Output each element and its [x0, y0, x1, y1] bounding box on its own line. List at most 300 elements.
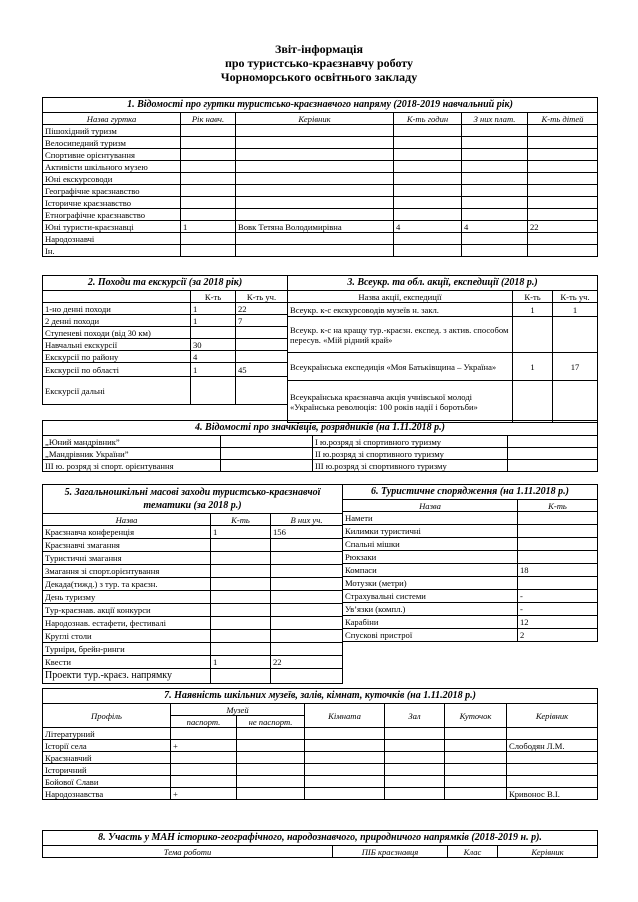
club-row-cell: Велосипедний туризм — [43, 137, 181, 149]
col-trip-name — [43, 291, 191, 303]
event-row — [43, 591, 343, 604]
museum-row-cell: Слободян Л.М. — [507, 740, 598, 752]
club-row-cell — [181, 233, 236, 245]
club-row — [43, 245, 598, 257]
museum-row — [43, 776, 598, 788]
action-row-cell: Всеукраїнська експедиція «Моя Батьківщина – Україна» — [288, 353, 513, 381]
club-row — [43, 137, 598, 149]
badge-row-cell — [221, 448, 313, 460]
event-row-cell — [271, 552, 343, 565]
action-row-cell — [553, 317, 598, 353]
museum-row-cell — [507, 728, 598, 740]
club-row-cell: Спортивне орієнтування — [43, 149, 181, 161]
museum-row-cell — [171, 764, 237, 776]
action-row-cell: Всеукраїнська краєзнавча акція учнівської молоді «Українська революція: 100 років надії і боротьби» — [288, 381, 513, 423]
col-hall: Зал — [385, 704, 445, 728]
action-row-cell — [553, 381, 598, 423]
event-row-cell: День туризму — [43, 591, 211, 604]
museum-row-cell: + — [171, 788, 237, 800]
section-4-title: 4. Відомості про значківців, розрядників (на 1.11.2018 р.) — [43, 421, 598, 436]
event-row-cell: Турніри, брейн-ринги — [43, 643, 211, 656]
event-row-cell — [271, 643, 343, 656]
badge-row-cell — [221, 460, 313, 472]
club-row-cell — [236, 173, 394, 185]
trip-row — [43, 377, 288, 405]
action-row-cell: Всеукр. к-с на кращу тур.-краєзн. експед. з актив. способом пересув. «Мій рідний край» — [288, 317, 513, 353]
club-row — [43, 173, 598, 185]
museum-row-cell — [507, 764, 598, 776]
museum-row-cell — [445, 788, 507, 800]
badge-row-cell — [508, 448, 598, 460]
museum-row-cell — [385, 776, 445, 788]
club-row-cell — [181, 209, 236, 221]
museum-row — [43, 788, 598, 800]
trip-row-cell: Екскурсії дальні — [43, 377, 191, 405]
museum-row-cell — [237, 776, 305, 788]
col-club-name: Назва гуртка — [43, 113, 181, 125]
club-row-cell — [528, 245, 598, 257]
report-subtitle: про туристсько-краєзнавчу роботу — [224, 56, 414, 70]
club-row-cell: 1 — [181, 221, 236, 233]
trip-row-cell: 2 денні походи — [43, 315, 191, 327]
event-row-cell — [211, 643, 271, 656]
equipment-row — [343, 525, 598, 538]
museum-row-cell — [385, 728, 445, 740]
club-row-cell — [528, 161, 598, 173]
club-row-cell — [236, 197, 394, 209]
equipment-row — [343, 603, 598, 616]
equipment-row-cell — [518, 512, 598, 525]
club-row — [43, 197, 598, 209]
museum-row-cell — [507, 776, 598, 788]
club-row-cell: Активісти шкільного музею — [43, 161, 181, 173]
club-row — [43, 161, 598, 173]
badge-row — [43, 460, 598, 472]
equipment-row — [343, 512, 598, 525]
club-row-cell: Етнографічне краєзнавство — [43, 209, 181, 221]
equipment-row-cell: Килимки туристичні — [343, 525, 518, 538]
event-row-cell: 156 — [271, 526, 343, 539]
club-row-cell: 4 — [462, 221, 528, 233]
club-row-cell — [394, 137, 462, 149]
museum-row-cell: Кривонос В.І. — [507, 788, 598, 800]
col-children: К-ть дітей — [528, 113, 598, 125]
club-row-cell — [528, 197, 598, 209]
col-study-year: Рік навч. — [181, 113, 236, 125]
event-row-cell — [211, 669, 271, 684]
museum-row-cell — [507, 752, 598, 764]
col-hours: К-ть годин — [394, 113, 462, 125]
club-row-cell — [394, 125, 462, 137]
club-row-cell — [181, 173, 236, 185]
col-room: Кімната — [305, 704, 385, 728]
badge-row-cell: ІІІ ю. розряд зі спорт. орієнтування — [43, 460, 221, 472]
club-row-cell — [462, 161, 528, 173]
col-leader: Керівник — [236, 113, 394, 125]
clubs-table — [42, 97, 598, 257]
club-row-cell — [181, 125, 236, 137]
col-supervisor: Керівник — [498, 846, 598, 858]
event-row-cell: Змагання зі спорт.орієнтування — [43, 565, 211, 578]
club-row-cell: Вовк Тетяна Володимирівна — [236, 221, 394, 233]
man-table — [42, 830, 598, 858]
section-1-title: 1. Відомості про гуртки туристсько-краєзнавчого напряму (2018-2019 навчальний рік) — [43, 98, 598, 113]
club-row-cell — [528, 233, 598, 245]
museum-row-cell — [385, 752, 445, 764]
trip-row-cell: 1 — [191, 363, 236, 377]
equipment-row-cell: Карабіни — [343, 616, 518, 629]
club-row-cell — [236, 137, 394, 149]
badges-table — [42, 420, 598, 472]
trip-row-cell — [191, 377, 236, 405]
event-row-cell — [211, 604, 271, 617]
club-row-cell — [462, 149, 528, 161]
club-row — [43, 221, 598, 233]
badge-row — [43, 448, 598, 460]
club-row-cell — [181, 245, 236, 257]
col-trip-participants: К-ть уч. — [236, 291, 288, 303]
col-paid: З них плат. — [462, 113, 528, 125]
action-row — [288, 303, 598, 317]
equipment-row — [343, 538, 598, 551]
club-row-cell — [462, 197, 528, 209]
museum-row-cell — [305, 788, 385, 800]
col-trip-count: К-ть — [191, 291, 236, 303]
action-row-cell: 1 — [513, 353, 553, 381]
trip-row-cell — [236, 327, 288, 339]
club-row-cell: Географічне краєзнавство — [43, 185, 181, 197]
trip-row-cell: 30 — [191, 339, 236, 351]
club-row-cell — [181, 185, 236, 197]
event-row — [43, 617, 343, 630]
action-row-cell: 17 — [553, 353, 598, 381]
action-row — [288, 353, 598, 381]
event-row-cell — [211, 552, 271, 565]
museum-row-cell — [305, 740, 385, 752]
trip-row — [43, 339, 288, 351]
equipment-table — [342, 484, 598, 642]
club-row-cell — [394, 173, 462, 185]
section-2-title: 2. Походи та екскурсії (за 2018 рік) — [43, 276, 288, 291]
club-row-cell — [462, 185, 528, 197]
club-row-cell: 4 — [394, 221, 462, 233]
club-row-cell — [181, 137, 236, 149]
museum-row-cell: Літературний — [43, 728, 171, 740]
club-row-cell — [394, 245, 462, 257]
event-row-cell — [211, 578, 271, 591]
event-row — [43, 604, 343, 617]
events-table — [42, 484, 343, 684]
club-row-cell — [181, 161, 236, 173]
event-row-cell — [211, 539, 271, 552]
trip-row — [43, 303, 288, 315]
event-row — [43, 630, 343, 643]
club-row-cell — [394, 185, 462, 197]
col-class: Клас — [448, 846, 498, 858]
museum-row-cell — [305, 728, 385, 740]
col-topic: Тема роботи — [43, 846, 333, 858]
museum-row-cell — [305, 764, 385, 776]
club-row — [43, 125, 598, 137]
trip-row-cell: 7 — [236, 315, 288, 327]
museum-row-cell — [445, 752, 507, 764]
event-row — [43, 552, 343, 565]
event-row — [43, 578, 343, 591]
trip-row-cell — [236, 351, 288, 363]
equipment-row-cell: Рюкзаки — [343, 551, 518, 564]
col-equipment-count: К-ть — [518, 500, 598, 512]
equipment-row-cell — [518, 538, 598, 551]
event-row-cell — [271, 578, 343, 591]
club-row-cell — [528, 209, 598, 221]
club-row-cell — [462, 245, 528, 257]
event-row-cell — [271, 669, 343, 684]
trip-row-cell: Екскурсії по області — [43, 363, 191, 377]
trip-row-cell: 45 — [236, 363, 288, 377]
section-5-title: 5. Загальношкільні масові заходи туристсько-краєзнавчої тематики (за 2018 р.) — [43, 485, 343, 514]
club-row-cell: 22 — [528, 221, 598, 233]
club-row — [43, 209, 598, 221]
event-row-cell — [211, 617, 271, 630]
event-row — [43, 656, 343, 669]
museum-row-cell — [237, 752, 305, 764]
club-row-cell — [236, 245, 394, 257]
museum-row-cell — [237, 728, 305, 740]
museum-row-cell: Бойової Слави — [43, 776, 171, 788]
equipment-row-cell: Спальні мішки — [343, 538, 518, 551]
col-passport: паспорт. — [171, 716, 237, 728]
col-event-name: Назва — [43, 514, 211, 526]
museum-row-cell — [171, 752, 237, 764]
museum-row-cell: Краєзнавчий — [43, 752, 171, 764]
museum-row — [43, 752, 598, 764]
trip-row-cell: Навчальні екскурсії — [43, 339, 191, 351]
equipment-row-cell — [518, 577, 598, 590]
trip-row-cell: Екскурсії по району — [43, 351, 191, 363]
museum-row-cell — [445, 728, 507, 740]
badge-row-cell — [221, 436, 313, 448]
museum-row-cell: + — [171, 740, 237, 752]
club-row-cell — [394, 233, 462, 245]
equipment-row-cell — [518, 551, 598, 564]
club-row-cell: Юні екскурсоводи — [43, 173, 181, 185]
report-title: Звіт-інформація — [275, 42, 363, 56]
club-row-cell — [462, 233, 528, 245]
event-row-cell — [211, 591, 271, 604]
club-row-cell: Пішохідний туризм — [43, 125, 181, 137]
section-3-title: 3. Всеукр. та обл. акції, експедиції (2018 р.) — [288, 276, 598, 291]
museum-row-cell — [237, 788, 305, 800]
club-row-cell — [236, 209, 394, 221]
event-row-cell — [271, 539, 343, 552]
museum-row-cell — [385, 764, 445, 776]
trip-row-cell: 1 — [191, 315, 236, 327]
equipment-row-cell: Намети — [343, 512, 518, 525]
club-row-cell — [236, 185, 394, 197]
trip-row — [43, 363, 288, 377]
col-museum: Музей — [171, 704, 305, 716]
action-row-cell — [513, 381, 553, 423]
trip-row — [43, 327, 288, 339]
col-action-participants: К-ть уч. — [553, 291, 598, 303]
club-row-cell — [236, 161, 394, 173]
event-row — [43, 643, 343, 656]
action-row-cell: 1 — [513, 303, 553, 317]
trip-row-cell: 4 — [191, 351, 236, 363]
event-row-cell — [271, 604, 343, 617]
museum-row-cell — [171, 776, 237, 788]
club-row-cell — [394, 149, 462, 161]
event-row-cell: Квести — [43, 656, 211, 669]
club-row-cell — [528, 185, 598, 197]
school-name: Чорноморського освітнього закладу — [220, 70, 418, 84]
event-row-cell — [211, 565, 271, 578]
equipment-row-cell: Страхувальні системи — [343, 590, 518, 603]
col-corner: Куточок — [445, 704, 507, 728]
equipment-row-cell: 12 — [518, 616, 598, 629]
event-row-cell: 22 — [271, 656, 343, 669]
museum-row-cell — [305, 752, 385, 764]
event-row-cell — [271, 565, 343, 578]
trip-row-cell — [191, 327, 236, 339]
actions-table — [287, 275, 598, 423]
trip-row-cell: 22 — [236, 303, 288, 315]
trip-row-cell: 1-но денні походи — [43, 303, 191, 315]
club-row-cell: Народознавчі — [43, 233, 181, 245]
club-row-cell — [181, 197, 236, 209]
club-row-cell — [462, 137, 528, 149]
club-row-cell — [394, 197, 462, 209]
trip-row-cell: Ступеневі походи (від 30 км) — [43, 327, 191, 339]
event-row-cell: Краєзнавчі змагання — [43, 539, 211, 552]
event-row-cell: Туристичні змагання — [43, 552, 211, 565]
badge-row-cell — [508, 460, 598, 472]
club-row-cell: Ін. — [43, 245, 181, 257]
equipment-row-cell — [518, 525, 598, 538]
badge-row-cell: І ю.розряд зі спортивного туризму — [313, 436, 508, 448]
event-row-cell — [211, 630, 271, 643]
club-row-cell — [462, 125, 528, 137]
trip-row-cell — [236, 339, 288, 351]
club-row-cell — [394, 161, 462, 173]
club-row-cell — [528, 149, 598, 161]
event-row-cell: Декада(тижд.) з тур. та краєзн. — [43, 578, 211, 591]
club-row-cell — [236, 149, 394, 161]
club-row-cell: Історичне краєзнавство — [43, 197, 181, 209]
equipment-row-cell: Мотузки (метри) — [343, 577, 518, 590]
equipment-row-cell: - — [518, 603, 598, 616]
trip-row-cell — [236, 377, 288, 405]
museum-row — [43, 740, 598, 752]
club-row-cell — [462, 209, 528, 221]
badge-row — [43, 436, 598, 448]
action-row-cell — [513, 317, 553, 353]
club-row-cell — [236, 125, 394, 137]
badge-row-cell: „Юний мандрівник” — [43, 436, 221, 448]
equipment-row-cell: 18 — [518, 564, 598, 577]
equipment-row — [343, 616, 598, 629]
trip-row-cell: 1 — [191, 303, 236, 315]
museum-row — [43, 764, 598, 776]
section-8-title: 8. Участь у МАН історико-географічного, народознавчого, природничого напрямків (2018-2019 н. р). — [43, 831, 598, 846]
museum-row-cell — [237, 764, 305, 776]
club-row — [43, 233, 598, 245]
event-row-cell: 1 — [211, 526, 271, 539]
section-7-title: 7. Наявність шкільних музеїв, залів, кімнат, куточків (на 1.11.2018 р.) — [43, 689, 598, 704]
event-row-cell: Тур-краєзнав. акції конкурси — [43, 604, 211, 617]
event-row — [43, 669, 343, 684]
club-row — [43, 149, 598, 161]
museum-row-cell — [445, 740, 507, 752]
equipment-row-cell: 2 — [518, 629, 598, 642]
museum-row-cell: Історичний — [43, 764, 171, 776]
event-row-cell — [271, 617, 343, 630]
museum-row-cell — [237, 740, 305, 752]
event-row — [43, 539, 343, 552]
club-row — [43, 185, 598, 197]
club-row-cell — [528, 137, 598, 149]
col-head: Керівник — [507, 704, 598, 728]
event-row-cell — [271, 630, 343, 643]
badge-row-cell — [508, 436, 598, 448]
event-row-cell: Проекти тур.-краєз. напрямку — [43, 669, 211, 684]
event-row-cell: 1 — [211, 656, 271, 669]
club-row-cell — [462, 173, 528, 185]
equipment-row — [343, 577, 598, 590]
badge-row-cell: „Мандрівник України” — [43, 448, 221, 460]
action-row-cell: 1 — [553, 303, 598, 317]
equipment-row-cell: Спускові пристрої — [343, 629, 518, 642]
museum-row-cell — [171, 728, 237, 740]
badge-row-cell: ІІІ ю.розряд зі спортивного туризму — [313, 460, 508, 472]
museum-row-cell — [445, 764, 507, 776]
col-equipment-name: Назва — [343, 500, 518, 512]
museum-row-cell — [445, 776, 507, 788]
event-row-cell: Народознав. естафети, фестивалі — [43, 617, 211, 630]
trip-row — [43, 315, 288, 327]
equipment-row — [343, 629, 598, 642]
club-row-cell — [181, 149, 236, 161]
equipment-row-cell: - — [518, 590, 598, 603]
club-row-cell: Юні туристи-краєзнавці — [43, 221, 181, 233]
trips-table — [42, 275, 288, 405]
museum-row-cell: Історії села — [43, 740, 171, 752]
museum-row — [43, 728, 598, 740]
action-row-cell: Всеукр. к-с екскурсоводів музеїв н. закл. — [288, 303, 513, 317]
col-event-participants: В них уч. — [271, 514, 343, 526]
col-student-name: ПІБ краєзнавця — [333, 846, 448, 858]
event-row — [43, 565, 343, 578]
action-row — [288, 381, 598, 423]
club-row-cell — [528, 173, 598, 185]
museum-row-cell — [385, 788, 445, 800]
equipment-row — [343, 564, 598, 577]
club-row-cell — [528, 125, 598, 137]
museum-row-cell — [305, 776, 385, 788]
museums-table — [42, 688, 598, 800]
col-event-count: К-ть — [211, 514, 271, 526]
equipment-row — [343, 590, 598, 603]
club-row-cell — [394, 209, 462, 221]
event-row-cell — [271, 591, 343, 604]
col-profile: Профіль — [43, 704, 171, 728]
col-no-passport: не паспорт. — [237, 716, 305, 728]
equipment-row — [343, 551, 598, 564]
col-action-name: Назва акції, експедиції — [288, 291, 513, 303]
event-row — [43, 526, 343, 539]
action-row — [288, 317, 598, 353]
equipment-row-cell: Ув’язки (компл.) — [343, 603, 518, 616]
